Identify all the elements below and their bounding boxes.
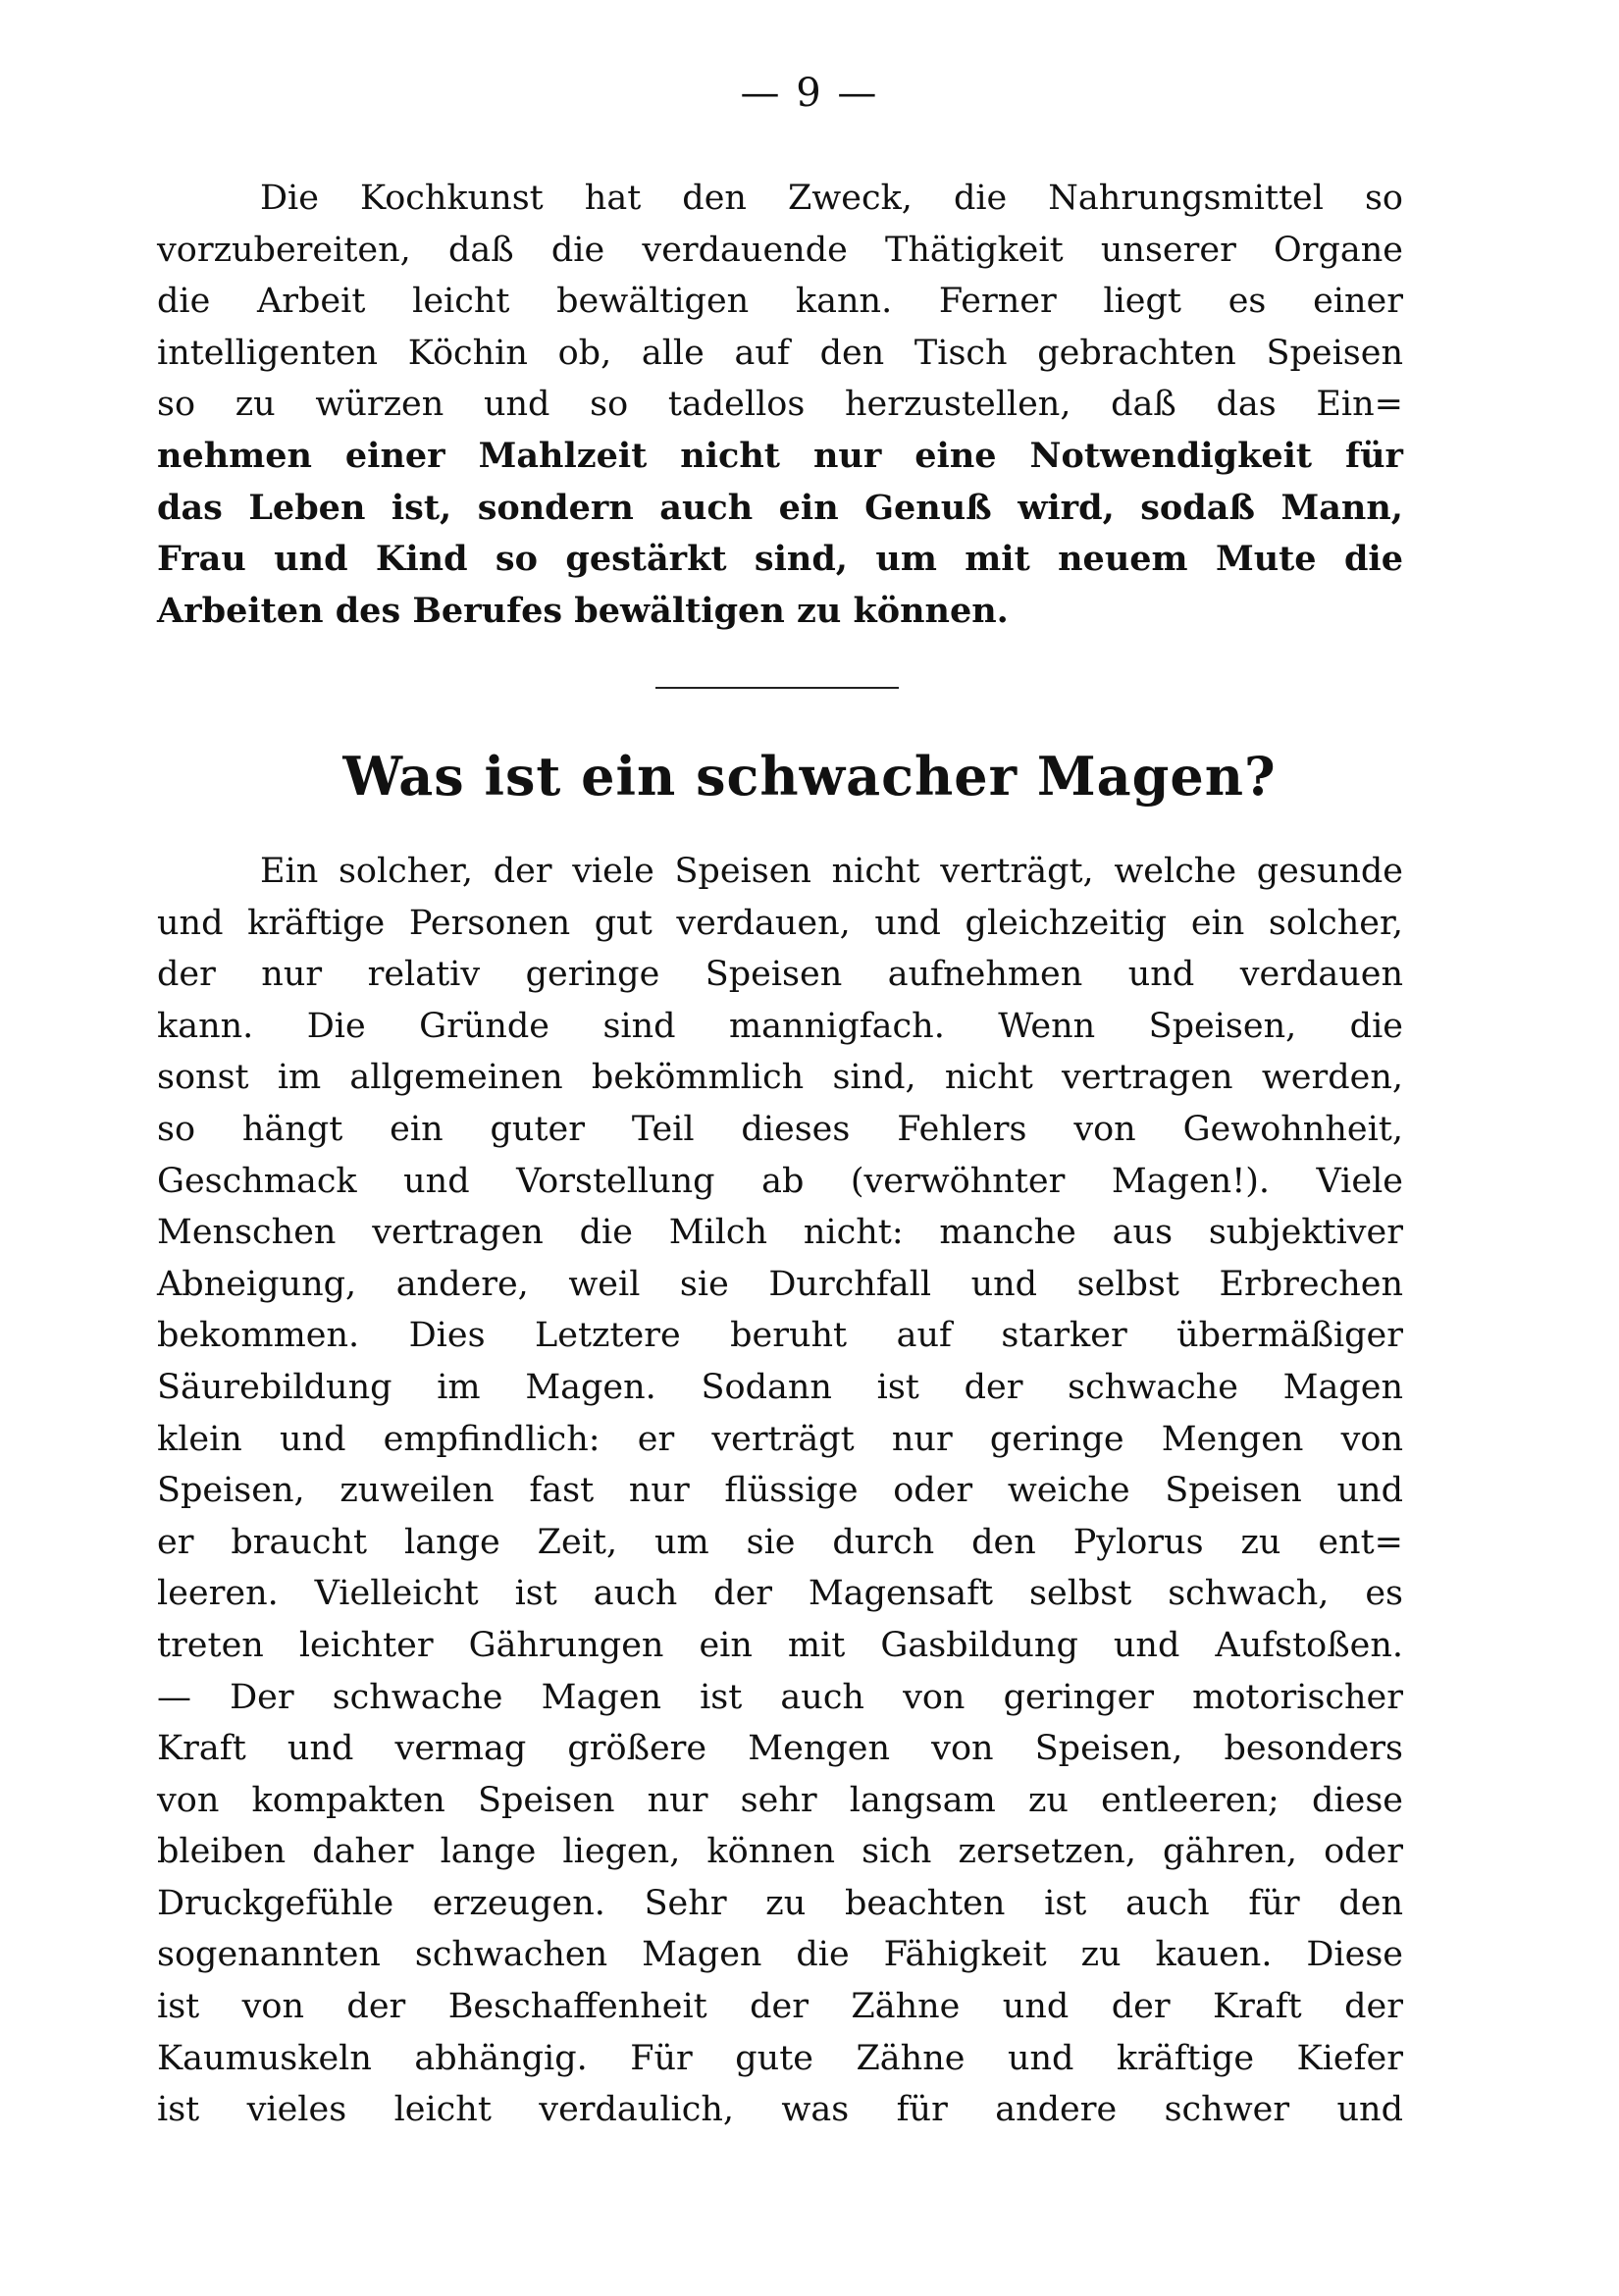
text-line: sonst im allgemeinen bekömmlich sind, nicht vertragen werden, xyxy=(157,1058,1403,1098)
text-line: der nur relativ geringe Speisen aufnehmen und verdauen xyxy=(157,955,1403,995)
text-line: Kraft und vermag größere Mengen von Speisen, besonders xyxy=(157,1729,1403,1769)
section-divider xyxy=(655,687,899,689)
text-line: die Arbeit leicht bewältigen kann. Ferner liegt es einer xyxy=(157,282,1403,322)
text-line: ist von der Beschaffenheit der Zähne und der Kraft der xyxy=(157,1987,1403,2027)
text-line: Geschmack und Vorstellung ab (verwöhnter Magen!). Viele xyxy=(157,1161,1403,1201)
text-line: so hängt ein guter Teil dieses Fehlers von Gewohnheit, xyxy=(157,1109,1403,1149)
text-line: und kräftige Personen gut verdauen, und gleichzeitig ein solcher, xyxy=(157,903,1403,943)
text-line: Ein solcher, der viele Speisen nicht verträgt, welche gesunde xyxy=(260,852,1403,891)
text-line: Frau und Kind so gestärkt sind, um mit neuem Mute die xyxy=(157,539,1403,580)
text-line: Säurebildung im Magen. Sodann ist der schwache Magen xyxy=(157,1367,1403,1407)
body-paragraph xyxy=(157,846,1403,2136)
text-line: er braucht lange Zeit, um sie durch den Pylorus zu ent= xyxy=(157,1522,1403,1562)
text-line: Speisen, zuweilen fast nur flüssige oder weiche Speisen und xyxy=(157,1471,1403,1511)
text-line: sogenannten schwachen Magen die Fähigkeit zu kauen. Diese xyxy=(157,1935,1403,1975)
text-line: von kompakten Speisen nur sehr langsam zu entleeren; diese xyxy=(157,1780,1403,1820)
page-number: — 9 — xyxy=(740,71,879,116)
text-line: bekommen. Dies Letztere beruht auf starker übermäßiger xyxy=(157,1316,1403,1356)
text-line: ist vieles leicht verdaulich, was für andere schwer und xyxy=(157,2090,1403,2130)
intro-paragraph xyxy=(157,173,1403,637)
text-line: nehmen einer Mahlzeit nicht nur eine Notwendigkeit für xyxy=(157,435,1403,476)
text-line: Druckgefühle erzeugen. Sehr zu beachten ist auch für den xyxy=(157,1883,1403,1923)
text-line: Arbeiten des Berufes bewältigen zu können. xyxy=(157,590,1009,631)
text-line: klein und empfindlich: er verträgt nur geringe Mengen von xyxy=(157,1419,1403,1459)
text-line: Kaumuskeln abhängig. Für gute Zähne und kräftige Kiefer xyxy=(157,2038,1403,2078)
text-line: treten leichter Gährungen ein mit Gasbildung und Aufstoßen. xyxy=(157,1625,1403,1665)
text-line: Abneigung, andere, weil sie Durchfall und selbst Erbrechen xyxy=(157,1264,1403,1304)
text-line: vorzubereiten, daß die verdauende Thätigkeit unserer Organe xyxy=(157,230,1403,270)
text-line: leeren. Vielleicht ist auch der Magensaft selbst schwach, es xyxy=(157,1574,1403,1614)
text-line: — Der schwache Magen ist auch von geringer motorischer xyxy=(157,1677,1403,1717)
text-line: Menschen vertragen die Milch nicht: manche aus subjektiver xyxy=(157,1213,1403,1253)
text-line: Die Kochkunst hat den Zweck, die Nahrungsmittel so xyxy=(260,179,1403,218)
text-line: bleiben daher lange liegen, können sich zersetzen, gähren, oder xyxy=(157,1832,1403,1872)
text-line: das Leben ist, sondern auch ein Genuß wird, sodaß Mann, xyxy=(157,487,1403,528)
text-line: so zu würzen und so tadellos herzustellen, daß das Ein= xyxy=(157,385,1403,425)
section-heading: Was ist ein schwacher Magen? xyxy=(342,745,1277,808)
text-line: kann. Die Gründe sind mannigfach. Wenn Speisen, die xyxy=(157,1006,1403,1046)
text-line: intelligenten Köchin ob, alle auf den Tisch gebrachten Speisen xyxy=(157,333,1403,373)
